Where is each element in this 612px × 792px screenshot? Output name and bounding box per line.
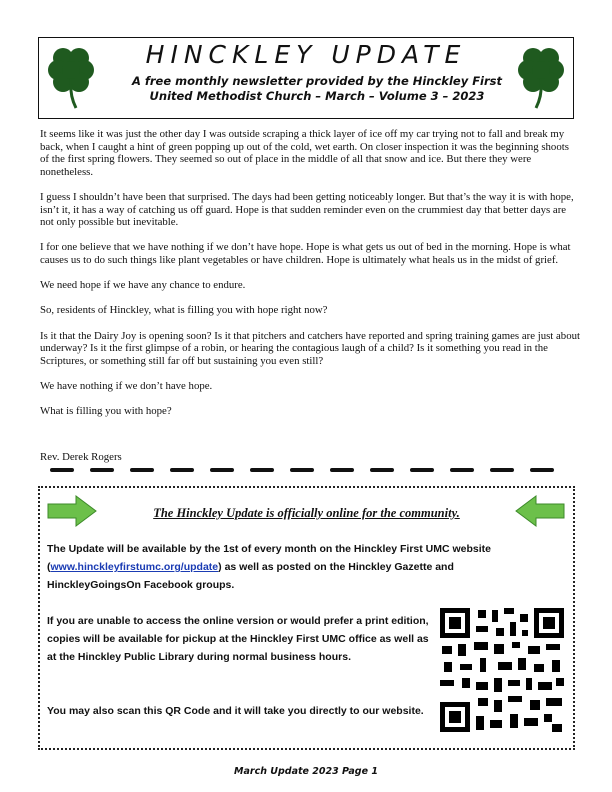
- page-footer: March Update 2023 Page 1: [234, 766, 378, 777]
- article-paragraph: So, residents of Hinckley, what is filling you with hope right now?: [40, 304, 328, 317]
- notice-paragraph-website: [47, 540, 547, 594]
- newsletter-title: HINCKLEY UPDATE: [145, 40, 467, 69]
- subtitle-line-2: United Methodist Church – March – Volume 3 – 2023: [149, 89, 485, 103]
- article-paragraph: I for one believe that we have nothing if we don’t have hope. Hope is what gets us out of bed in the morning. Hope is what causes us to do such things like plant vegetables or have children. Hope is ultimately what heals us in the midst of grief.: [40, 241, 571, 266]
- dash-divider: [50, 465, 560, 475]
- notice-text: The Update will be available by the 1st of every month on the Hinckley First UMC website (: [47, 543, 492, 573]
- article-paragraph: What is filling you with hope?: [40, 405, 172, 418]
- notice-paragraph-qr: You may also scan this QR Code and it will take you directly to our website.: [47, 705, 424, 717]
- online-notice-box: [38, 486, 575, 750]
- article-body: [40, 128, 580, 430]
- article-paragraph: I guess I shouldn’t have been that surprised. The days had been getting noticeably longer. But that’s the way it is with hope, isn’t it, it has a way of catching us off guard. Hope is that sudden reminder even on the crummiest day that better days are not only possible but inevitable.: [40, 190, 574, 229]
- signature: Rev. Derek Rogers: [40, 451, 122, 463]
- article-paragraph: Is it that the Dairy Joy is opening soon? Is it that pitchers and catchers have reported and spring training games are just about underway? Is it the first glimpse of a robin, or hearing the contagious laugh of a child? Is it something you read in the Scriptures, or something still far off but sustaining you even still?: [40, 329, 580, 367]
- website-link[interactable]: www.hinckleyfirstumc.org/update: [50, 561, 219, 573]
- subtitle-line-1: A free monthly newsletter provided by the Hinckley First: [131, 74, 503, 88]
- qr-code-icon[interactable]: [438, 606, 566, 734]
- article-paragraph: We need hope if we have any chance to endure.: [40, 279, 246, 292]
- newsletter-subtitle: [127, 74, 507, 104]
- notice-paragraph-print: If you are unable to access the online version or would prefer a print edition, copies will be available for pickup at the Hinckley First UMC office as well as at the Hinckley Public Library during normal business hours.: [47, 615, 429, 663]
- notice-text: ) as well as posted on the Hinckley Gazette and HinckleyGoingsOn Facebook groups.: [47, 561, 454, 591]
- article-paragraph: It seems like it was just the other day I was outside scraping a thick layer of ice off my car trying not to fall and break my back, when I caught a hint of green popping up out of the cold, wet earth. On closer inspection it was the beginning shoots of the first spring flowers. They seemed so out of place in the middle of all that snow and ice. But there they were nonetheless.: [40, 128, 569, 178]
- article-paragraph: We have nothing if we don’t have hope.: [40, 379, 213, 392]
- notice-heading: The Hinckley Update is officially online for the community.: [153, 506, 460, 520]
- header-box: [38, 37, 574, 119]
